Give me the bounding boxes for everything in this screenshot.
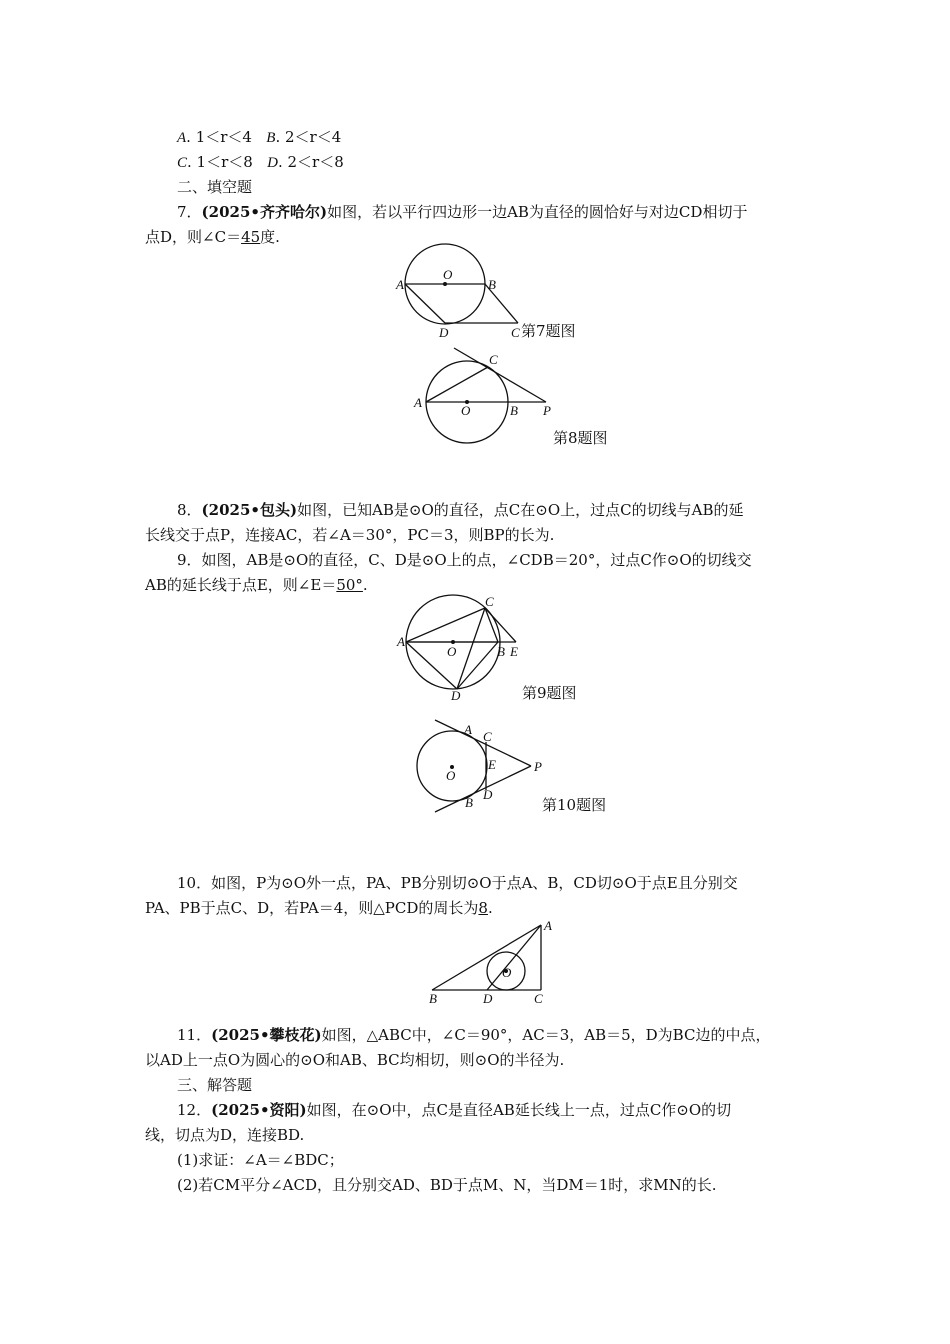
q12-number: 12． (177, 1101, 212, 1119)
q11-line-1 (177, 1025, 770, 1045)
q7-source: (2025•齐齐哈尔) (201, 203, 328, 221)
q9-label-b: B (497, 644, 505, 659)
q10-answer: 8 (478, 899, 488, 917)
q10-text-2-post: . (487, 899, 493, 917)
q12-source: (2025•资阳) (211, 1101, 307, 1119)
q10-line-1: 10．如图，P为⊙O外一点，PA、PB分别切⊙O于点A、B，CD切⊙O于点E且分别交 (177, 874, 738, 892)
q9-text-2-post: . (362, 576, 368, 594)
q9-label-c: C (485, 594, 494, 609)
q8-caption: 第8题图 (553, 429, 608, 447)
q7-caption: 第7题图 (521, 322, 576, 340)
q9-label-d: D (451, 688, 461, 703)
q8-number: 8． (177, 501, 202, 519)
q8-label-c: C (489, 352, 498, 367)
q10-label-a: A (464, 722, 472, 737)
option-d-text: . 2＜r＜8 (277, 153, 344, 171)
q11-source: (2025•攀枝花) (211, 1026, 322, 1044)
q10-caption: 第10题图 (542, 796, 607, 814)
option-c-letter: C (177, 155, 188, 171)
q9-answer: 50° (336, 576, 363, 594)
q8-source: (2025•包头) (201, 501, 298, 519)
q12-line-1 (177, 1100, 731, 1120)
q8-label-a: A (414, 395, 422, 410)
q9-text-2-pre: AB的延长线于点E，则∠E＝ (145, 576, 337, 594)
q11-number: 11． (177, 1026, 212, 1044)
q9-caption: 第9题图 (522, 684, 577, 702)
q7-text-2-pre: 点D，则∠C＝ (145, 228, 242, 246)
q12-line-2: 线，切点为D，连接BD. (145, 1126, 305, 1144)
q7-label-a: A (396, 277, 404, 292)
q7-label-c: C (511, 325, 520, 340)
q11-label-d: D (483, 991, 493, 1006)
q8-line-2: 长线交于点P，连接AC，若∠A＝30°，PC＝3，则BP的长为. (145, 526, 555, 544)
q11-label-a: A (544, 918, 552, 933)
q7-text-2-post: 度. (260, 228, 280, 246)
q9-label-e: E (510, 644, 518, 659)
q11-segment-ba (432, 925, 541, 990)
option-a-letter: A (177, 130, 187, 146)
q12-text-1: 如图，在⊙O中，点C是直径AB延长线上一点，过点C作⊙O的切 (306, 1101, 732, 1119)
q11-label-o: O (502, 965, 512, 980)
q10-label-c: C (483, 729, 492, 744)
q7-text-1: 如图，若以平行四边形一边AB为直径的圆恰好与对边CD相切于 (327, 203, 748, 221)
section-heading-fill-in: 二、填空题 (177, 178, 253, 196)
q9-label-o: O (447, 644, 457, 659)
q7-label-o: O (443, 267, 453, 282)
q10-label-p: P (534, 759, 542, 774)
q7-label-b: B (488, 277, 496, 292)
q10-label-e: E (488, 757, 496, 772)
q11-label-c: C (534, 991, 543, 1006)
q9-label-a: A (397, 634, 405, 649)
q8-text-1: 如图，已知AB是⊙O的直径，点C在⊙O上，过点C的切线与AB的延 (297, 501, 744, 519)
q11-text-1: 如图，△ABC中，∠C＝90°，AC＝3，AB＝5，D为BC边的中点， (321, 1026, 771, 1044)
option-b-text: . 2＜r＜4 (275, 128, 342, 146)
q11-line-2: 以AD上一点O为圆心的⊙O和AB、BC均相切，则⊙O的半径为. (145, 1051, 565, 1069)
q12-part-1: (1)求证：∠A＝∠BDC； (177, 1151, 344, 1169)
option-b-letter: B (266, 130, 276, 146)
q10-label-b: B (465, 795, 473, 810)
q8-label-p: P (543, 403, 551, 418)
section-heading-solve: 三、解答题 (177, 1076, 253, 1094)
option-d-letter: D (267, 155, 278, 171)
q12-part-2: (2)若CM平分∠ACD，且分别交AD、BD于点M、N，当DM＝1时，求MN的长. (177, 1176, 717, 1194)
q7-label-d: D (439, 325, 449, 340)
option-a-text: . 1＜r＜4 (186, 128, 252, 146)
option-c-text: . 1＜r＜8 (187, 153, 253, 171)
q8-label-b: B (510, 403, 518, 418)
q10-label-d: D (483, 787, 493, 802)
q11-label-b: B (429, 991, 437, 1006)
q7-answer: 45 (241, 228, 261, 246)
q11-segment-da (487, 925, 541, 990)
q7-number: 7． (177, 203, 202, 221)
q8-label-o: O (461, 403, 471, 418)
q10-label-o: O (446, 768, 456, 783)
q10-text-2-pre: PA、PB于点C、D，若PA＝4，则△PCD的周长为 (145, 899, 479, 917)
q9-line-1: 9．如图，AB是⊙O的直径，C、D是⊙O上的点，∠CDB＝20°，过点C作⊙O的切线交 (177, 551, 752, 569)
